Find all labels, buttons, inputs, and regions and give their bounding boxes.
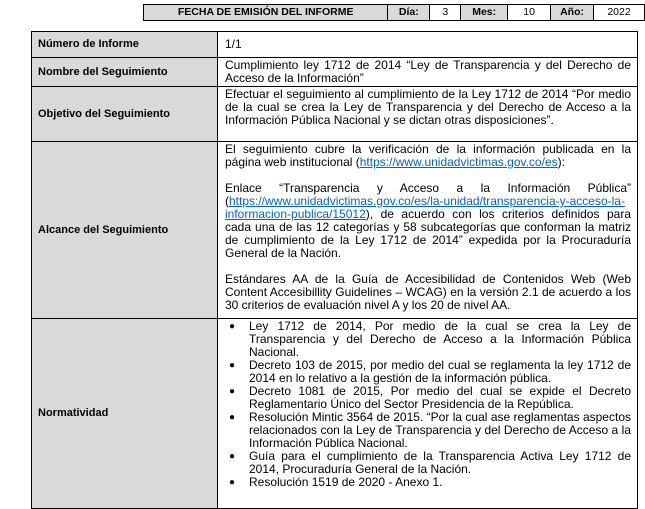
year-value: 2022 xyxy=(594,5,645,21)
list-item: ● Ley 1712 de 2014, Por medio de la cual se crea la Ley de Transparencia y del Derecho de Acceso a la Información Pública Nacional. xyxy=(229,319,631,359)
alcance-paragraph-3: Estándares AA de la Guía de Accesibilidad de Contenidos Web (Web Content Accesibillity Guidelines – WCAG) en la versión 2.1 de acuerdo a los 30 criterios de evaluación nivel A y los 20 de nivel AA. xyxy=(225,272,631,312)
alcance-paragraph-2: Enlace “Transparencia y Acceso a la Información Pública” (https://www.unidadvictimas.gov.co/es/la-unidad/transparencia-y-acceso-la-informacion-publica/15012), de acuerdo con los criterios definidos para cada una de las 12 categorías y 58 subcategorías que conforman la matriz de cumplimiento de la Ley 1712 de 2014” expedida por la Procuraduría General de la Nación. xyxy=(225,181,631,260)
month-label: Mes: xyxy=(461,5,508,21)
nombre-value: Cumplimiento ley 1712 de 2014 “Ley de Transparencia y del Derecho de Acceso de la Información” xyxy=(218,58,638,87)
row-numero xyxy=(32,32,638,58)
bullet-icon: ● xyxy=(229,477,236,488)
numero-value: 1/1 xyxy=(218,32,638,58)
alcance-label: Alcance del Seguimiento xyxy=(32,142,218,319)
objetivo-label: Objetivo del Seguimiento xyxy=(32,87,218,142)
row-objetivo xyxy=(32,87,638,142)
website-link[interactable]: https://www.unidadvictimas.gov.co/es xyxy=(359,155,558,169)
row-normatividad xyxy=(32,319,638,509)
normatividad-label: Normatividad xyxy=(32,319,218,509)
bullet-icon: ● xyxy=(229,451,236,462)
list-item: ● Decreto 103 de 2015, por medio del cual se reglamenta la ley 1712 de 2014 en lo relativo a la gestión de la información pública. xyxy=(229,358,631,385)
nombre-label: Nombre del Seguimiento xyxy=(32,58,218,87)
objetivo-value: Efectuar el seguimiento al cumplimiento de la Ley 1712 de 2014 “Por medio de la cual se crea la Ley de Transparencia y del Derecho de Acceso a la Información Pública Nacional y se dictan otras disposiciones”. xyxy=(218,87,638,142)
month-value: 10 xyxy=(508,5,551,21)
normatividad-list xyxy=(225,320,631,489)
list-item: ● Resolución 1519 de 2020 - Anexo 1. xyxy=(229,475,443,489)
numero-label: Número de Informe xyxy=(32,32,218,58)
list-item: ● Guía para el cumplimiento de la Transparencia Activa Ley 1712 de 2014, Procuraduría General de la Nación. xyxy=(229,449,631,476)
report-date-title: FECHA DE EMISIÓN DEL INFORME xyxy=(144,5,388,21)
list-item: ● Decreto 1081 de 2015, Por medio del cual se expide el Decreto Reglamentario Único del Sector Presidencia de la República. xyxy=(229,384,631,411)
year-label: Año: xyxy=(551,5,594,21)
bullet-icon: ● xyxy=(229,360,236,371)
alcance-paragraph-1: El seguimiento cubre la verificación de la información publicada en la página web institucional (https://www.unidadvictimas.gov.co/es): xyxy=(225,142,631,169)
row-nombre xyxy=(32,58,638,87)
alcance-value xyxy=(218,142,638,319)
report-date-header xyxy=(0,4,645,23)
normatividad-value xyxy=(218,319,638,509)
row-alcance xyxy=(32,142,638,319)
transparency-link[interactable]: https://www.unidadvictimas.gov.co/es/la-unidad/transparencia-y-acceso-la-informacion-publica/15012 xyxy=(225,194,625,221)
bullet-icon: ● xyxy=(229,386,236,397)
bullet-icon: ● xyxy=(229,321,236,332)
list-item: ● Resolución Mintic 3564 de 2015. “Por la cual ase reglamentas aspectos relacionados con la Ley de Transparencia y del Derecho de Acceso a la Información Pública Nacional. xyxy=(229,410,631,450)
day-value: 3 xyxy=(430,5,461,21)
bullet-icon: ● xyxy=(229,412,236,423)
report-table xyxy=(31,31,638,509)
day-label: Día: xyxy=(388,5,430,21)
